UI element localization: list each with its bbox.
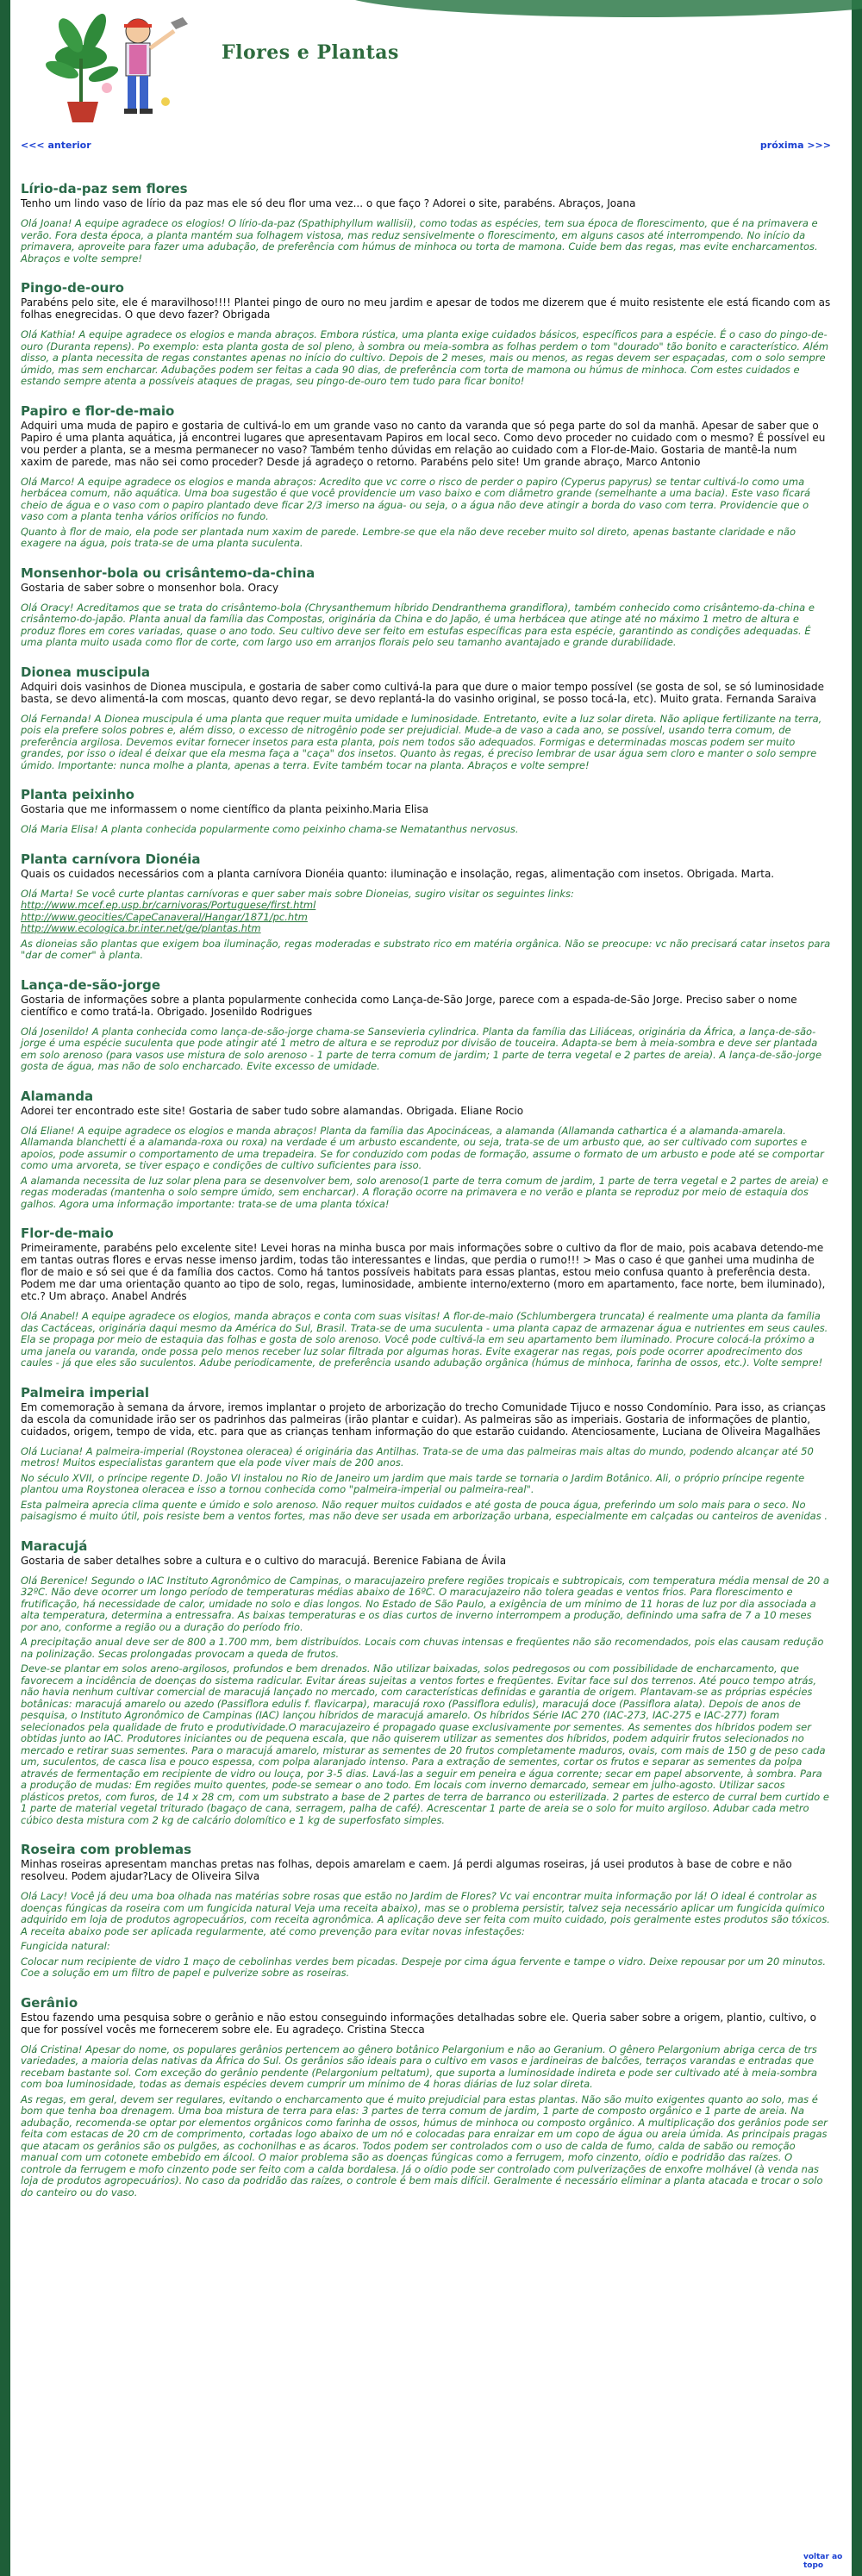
site-title: Flores e Plantas bbox=[222, 41, 399, 64]
team-answer: Olá Oracy! Acreditamos que se trata do crisântemo-bola (Chrysanthemum híbrido Dendranthema grandiflora), também conhecido como crisântemo-da-china e crisântemo-do-japão. Planta anual da família das Compostas, originária da China e do Japão, é uma herbácea que atinge até no máximo 1 metro de altura e produz flores em cores variadas, quase o ano todo. Seu cultivo deve ser feito em estufas específicas para esta espécie, garantindo as condições adequadas. É uma planta muito usada como flor de corte, com largo uso em arranjos florais pelo seu tamanho avantajado e grande durabilidade. bbox=[21, 601, 815, 648]
qa-entry bbox=[21, 403, 831, 550]
qa-entry bbox=[21, 1842, 831, 1980]
qa-entry bbox=[21, 787, 831, 836]
reader-question: Gostaria de saber detalhes sobre a cultura e o cultivo do maracujá. Berenice Fabiana de Ávila bbox=[21, 1554, 507, 1567]
team-answer-continued: No século XVII, o príncipe regente D. João VI instalou no Rio de Janeiro um jardim que mais tarde se tornaria o Jardim Botânico. Ali, o próprio príncipe regente plantou uma Roystonea oleracea e isso a tornou conhecida como "palmeira-imperial ou palmeira-real". bbox=[21, 1471, 805, 1495]
entry-title: Dionea muscipula bbox=[21, 664, 151, 680]
reader-question: Tenho um lindo vaso de lírio da paz mas ele só deu flor uma vez... o que faço ? Adorei o site, parabéns. Abraços, Joana bbox=[21, 197, 636, 209]
entry-title: Lança-de-são-jorge bbox=[21, 976, 161, 993]
team-answer: Olá Eliane! A equipe agradece os elogios e manda abraços! Planta da família das Apocináceas, a alamanda (Allamanda cathartica é a alamanda-amarela. Allamanda blanchetti é a alamanda-roxa ou roxa) na verdade é um arbusto escandente, ou seja, trata-se de um arbusto que, ao ser cultivado com suportes e apoios, pode assumir o comportamento de uma trepadeira. Se for conduzido com podas de formação, assume o formato de um arbusto e pode até se comportar como uma arvoreta, se tiver espaço e condições de cultivo suficientes para isso. bbox=[21, 1124, 824, 1171]
reader-question: Adquiri uma muda de papiro e gostaria de cultivá-lo em um grande vaso no canto da varanda que só pega parte do sol da manhã. Apesar de saber que o Papiro é uma planta aquática, já encontrei lugares que apresentavam Papiros em local seco. Como devo proceder no cuidado com o mesmo? É possível eu vou perder a planta, se a mesma permanecer no vaso? Também tenho dúvidas em relação ao cuidado com a Flor-de-Maio. Gostaria de mantê-la num xaxim de parede, mas não sei como proceder? Desde já agradeço o retorno. Parabéns pelo site! Um grande abraço, Marco Antonio bbox=[21, 419, 826, 468]
team-answer-continued: Colocar num recipiente de vidro 1 maço de cebolinhas verdes bem picadas. Despeje por cima água fervente e tampe o vidro. Deixe repousar por um 20 minutos. Coe a solução em um filtro de papel e pulverize sobre as roseiras. bbox=[21, 1955, 827, 1979]
reference-links bbox=[21, 900, 831, 935]
team-answer-continued: A precipitação anual deve ser de 800 a 1.700 mm, bem distribuídos. Locais com chuvas intensas e freqüentes não são recomendados, pois elas causam redução na polinização. Secas prolongadas provocam a queda de frutos. bbox=[21, 1636, 824, 1660]
entry-title: Monsenhor-bola ou crisântemo-da-china bbox=[21, 564, 315, 581]
team-answer: Olá Marco! A equipe agradece os elogios e manda abraços: Acredito que vc corre o risco de perder o papiro (Cyperus papyrus) se tentar cultivá-lo como uma herbácea comum, não aquática. Uma boa sugestão é que você providencie um vaso baixo e com diâmetro grande (semelhante a uma bacia). Este vaso ficará cheio de água e o vaso com o papiro plantado deve ficar 2/3 imerso na água- ou seja, o a água não deve atingir a borda do vaso com terra. Providencie que o vaso com a planta tenha vários orifícios no fundo. bbox=[21, 475, 811, 522]
qa-entry bbox=[21, 851, 831, 962]
team-answer-continued: Esta palmeira aprecia clima quente e úmido e solo arenoso. Não requer muitos cuidados e até gosta de pouca água, preferindo um solo mais para o seco. No paisagismo é muito útil, pois resiste bem a ventos fortes, mas não deve ser usada em arborização urbana, especialmente em calçadas ou canteiros de avenidas . bbox=[21, 1498, 828, 1522]
reader-question: Gostaria que me informassem o nome científico da planta peixinho.Maria Elisa bbox=[21, 803, 429, 815]
reader-question: Estou fazendo uma pesquisa sobre o gerânio e não estou conseguindo informações detalhadas sobre ele. Queria saber sobre a origem, plantio, cultivo, o que for possível vocês me fornecerem sobre ele. Eu agradeço. Cristina Stecca bbox=[21, 2011, 816, 2036]
reader-question: Em comemoração à semana da árvore, iremos implantar o projeto de arborização do trecho Comunidade Tijuco e nosso Condomínio. Para isso, as crianças da escola da comunidade irão ser os padrinhos das palmeiras (irão plantar e cuidar). As palmeiras são as imperiais. Gostaria de informações de plantio, cuidados, origem, tempo de vida, etc. para que as crianças tenham informação do que estarão cuidando. Atenciosamente, Luciana de Oliveira Magalhães bbox=[21, 1400, 826, 1438]
entry-title: Maracujá bbox=[21, 1537, 88, 1554]
reader-question: Parabéns pelo site, ele é maravilhoso!!!! Plantei pingo de ouro no meu jardim e apesar de todos me dizerem que é muito resistente ele está ficando com as folhas enegrecidas. O que devo fazer? Obrigada bbox=[21, 296, 831, 321]
qa-entry bbox=[21, 1226, 831, 1369]
reader-question: Minhas roseiras apresentam manchas pretas nas folhas, depois amarelam e caem. Já perdi algumas roseiras, já usei produtos à base de cobre e não resolveu. Podem ajudar?Lacy de Oliveira Silva bbox=[21, 1858, 792, 1882]
entry-title: Alamanda bbox=[21, 1088, 94, 1104]
team-answer: Olá Anabel! A equipe agradece os elogios, manda abraços e conta com suas visitas! A flor-de-maio (Schlumbergera truncata) é realmente uma planta da família das Cactáceas, originária daqui mesmo da América do Sul, Brasil. Trata-se de uma suculenta - uma planta capaz de armazenar água e nutrientes em seus caules. Ela se propaga por meio de estaquia das folhas e gosta de solo arenoso. Você pode cultivá-la em seu apartamento bem iluminado. Procure colocá-la próximo a uma janela ou varanda, onde possa pelo menos receber luz solar filtrada por algumas horas. Evite exagerar nas regas, pois pode ocorrer apodrecimento dos caules - já que eles são suculentos. Adube periodicamente, de preferência usando adubação orgânica (húmus de minhoca, farinha de ossos, etc.). Volte sempre! bbox=[21, 1310, 828, 1369]
back-to-top-link[interactable]: voltar ao topo bbox=[803, 2553, 843, 2570]
qa-entry bbox=[21, 1088, 831, 1211]
team-answer: Olá Josenildo! A planta conhecida como lança-de-são-jorge chama-se Sansevieria cylindrica. Planta da família das Liliáceas, originária da África, a lança-de-são-jorge é uma espécie suculenta que pode atingir até 1 metro de altura e se reproduz por divisão de touceira. Adapta-se bem à meia-sombra e deve ser plantada em solo arenoso (para vasos use mistura de solo arenoso - 1 parte de terra comum de jardim; 1 parte de terra vegetal e 2 partes de areia). A lança-de-são-jorge gosta de água, mas não de solo encharcado. Evite excesso de umidade. bbox=[21, 1025, 822, 1072]
entry-title: Planta peixinho bbox=[21, 787, 134, 802]
team-answer-continued: As dioneias são plantas que exigem boa iluminação, regas moderadas e substrato rico em matéria orgânica. Não se preocupe: vc não precisará catar insetos para "dar de comer" à planta. bbox=[21, 937, 831, 961]
team-answer: Olá Cristina! Apesar do nome, os populares gerânios pertencem ao gênero botânico Pelargonium e não ao Geranium. O gênero Pelargonium abriga cerca de trs variedades, a maioria delas nativas da África do Sul. Os gerânios são ideais para o cultivo em vasos e jardineiras de balcões, terraços varandas e entradas que recebam bastante sol. Com exceção do gerânio pendente (Pelargonium peltatum), que suporta a luminosidade indireta e pode ser cultivado até à meia-sombra com boa luminosidade, todas as demais espécies devem cumprir um mínimo de 4 horas diárias de luz solar direta. bbox=[21, 2043, 818, 2090]
entry-title: Palmeira imperial bbox=[21, 1384, 150, 1400]
qa-entry bbox=[21, 181, 831, 265]
team-answer: Olá Berenice! Segundo o IAC Instituto Agronômico de Campinas, o maracujazeiro prefere regiões tropicais e subtropicais, com temperatura média mensal de 20 a 32ºC. Não deve ocorrer um longo período de temperaturas médias abaixo de 16ºC. O maracujazeiro não tolera geadas e ventos frios. Para florescimento e frutificação, há necessidade de calor, umidade no solo e dias longos. No Estado de São Paulo, a exigência de um mínimo de 11 horas de luz por dia associada a alta temperatura, determina a entressafra. As baixas temperaturas e os dias curtos de inverno interrompem a produção, definindo uma safra de 7 a 10 meses por ano, conforme a região ou a duração do período frio. bbox=[21, 1574, 829, 1633]
entry-title: Papiro e flor-de-maio bbox=[21, 402, 175, 419]
reference-link[interactable]: http://www.ecologica.br.inter.net/ge/plantas.htm bbox=[21, 922, 261, 934]
qa-entry bbox=[21, 565, 831, 649]
qa-entry bbox=[21, 280, 831, 388]
team-answer: Olá Joana! A equipe agradece os elogios! O lírio-da-paz (Spathiphyllum wallisii), como todas as espécies, tem sua época de florescimento, que é na primavera e verão. Fora desta época, a planta mantém sua folhagem vistosa, mas reduz sensivelmente o florescimento, em alguns casos até interrompendo. No início da primavera, aproveite para fazer uma adubação, de preferência com húmus de minhoca ou torta de mamona. Cuide bem das regas, mas evite encharcamentos. Abraços e volte sempre! bbox=[21, 217, 818, 265]
team-answer-continued: As regas, em geral, devem ser regulares, evitando o encharcamento que é muito prejudicial para estas plantas. Não são muito exigentes quanto ao solo, mas é bom que tenha boa drenagem. Uma boa mistura de terra para elas: 3 partes de terra comum de jardim, 1 parte de composto orgânico e 1 parte de areia. Na adubação, recomenda-se optar por elementos orgânicos como farinha de ossos, húmus de minhoca ou composto orgânico. A multiplicação dos gerânios pode ser feita com estacas de 20 cm de comprimento, cortadas logo abaixo de um nó e colocadas para enraizar em um copo de água ou areia úmida. As principais pragas que atacam os gerânios são os pulgões, as cochonilhas e as ácaros. Todos podem ser controlados com o uso de calda de fumo, calda de sabão ou remoção manual com um cotonete embebido em álcool. O maior problema são as doenças fúngicas como a ferrugem, mofo cinzento, oídio e podridão das raízes. O controle da ferrugem e mofo cinzento pode ser feito com a calda bordalesa. Já o oídio pode ser controlado com pulverizações de enxofre molhável (à venda nas loja de produtos agropecuários). No caso da podridão das raízes, o controle é bem mais difícil. Geralmente é necessário eliminar a planta atacada e trocar o solo do canteiro ou do vaso. bbox=[21, 2093, 828, 2199]
entry-title: Roseira com problemas bbox=[21, 1842, 192, 1857]
reader-question: Adorei ter encontrado este site! Gostaria de saber tudo sobre alamandas. Obrigada. Eliane Rocio bbox=[21, 1104, 524, 1117]
team-answer: Olá Fernanda! A Dionea muscipula é uma planta que requer muita umidade e luminosidade. Entretanto, evite a luz solar direta. Não aplique fertilizante na terra, pois ela prefere solos pobres e, além disso, o excesso de nitrogênio pode ser prejudicial. Mude-a de vaso a cada ano, se possível, usando terra comum, de preferência argilosa. Devemos evitar fornecer insetos para esta planta, pois nem todos são adequados. Formigas e determinadas moscas podem ser muito grandes, por isso o ideal é deixar que ela mesma faça a "caça" dos insetos. Quanto às regas, é preciso lembrar de usar água sem cloro e manter o solo sempre úmido. Importante: nunca molhe a planta, apenas a terra. Evite também tocar na planta. Abraços e volte sempre! bbox=[21, 712, 822, 771]
qa-entry bbox=[21, 1385, 831, 1523]
qa-entry bbox=[21, 1995, 831, 2199]
reference-link[interactable]: http://www.geocities/CapeCanaveral/Hangar/1871/pc.htm bbox=[21, 910, 308, 923]
team-answer: Olá Luciana! A palmeira-imperial (Roystonea oleracea) é originária das Antilhas. Trata-se de uma das palmeiras mais altas do mundo, podendo alcançar até 50 metros! Muitos especialistas garantem que ela pode viver mais de 200 anos. bbox=[21, 1444, 814, 1469]
qa-entry bbox=[21, 664, 831, 772]
team-answer: Olá Maria Elisa! A planta conhecida popularmente como peixinho chama-se Nematanthus nervosus. bbox=[21, 823, 519, 835]
qa-entry bbox=[21, 1538, 831, 1827]
entry-title: Flor-de-maio bbox=[21, 1226, 114, 1241]
reference-link[interactable]: http://www.mcef.ep.usp.br/carnivoras/Portuguese/first.html bbox=[21, 899, 316, 911]
next-page-link[interactable]: próxima >>> bbox=[759, 140, 831, 151]
reader-question: Primeiramente, parabéns pelo excelente site! Levei horas na minha busca por mais informações sobre o cultivo da flor de maio, pois acabava detendo-me em tantas outras flores e ervas nesse imenso jardim, todas tão interessantes e lindas, que perdia o rumo!!! > Mas o caso é que ganhei uma mudinha de flor de maio e só sei que é da família dos cactos. Como há tantos possíveis habitats para essas plantas, estou meio confusa quanto à preferência desta. Podem me dar uma orientação quanto ao tipo de solo, regas, luminosidade, ambiente interno/externo (moro em apartamento, face norte, bem iluminado), etc.? Um abraço. Anabel Andrés bbox=[21, 1242, 826, 1302]
team-answer-continued: Fungicida natural: bbox=[21, 1940, 110, 1952]
team-answer-continued: Deve-se plantar em solos areno-argilosos, profundos e bem drenados. Não utilizar baixadas, solos pedregosos ou com possibilidade de encharcamento, que favorecem a incidência de doenças do sistema radicular. Evitar áreas sujeitas a ventos fortes e freqüentes. Evitar face sul dos terrenos. Até pouco tempo atrás, não havia nenhum cultivar comercial de maracujá lançado no mercado, com características definidas e garantia de origem. Plantavam-se as próprias espécies botânicas: maracujá amarelo ou azedo (Passiflora edulis f. flavicarpa), maracujá roxo (Passiflora edulis), maracujá doce (Passiflora alata). Depois de anos de pesquisa, o Instituto Agronômico de Campinas (IAC) lançou híbridos de maracujá amarelo. Os híbridos Série IAC 270 (IAC-273, IAC-275 e IAC-277) foram selecionados pela qualidade de fruto e produtividade.O maracujazeiro é propagado quase exclusivamente por sementes. As sementes dos híbridos podem ser obtidas junto ao IAC. Produtores iniciantes ou de pequena escala, que não quiserem utilizar as sementes dos híbridos, podem adquirir frutos selecionados no mercado e retirar suas sementes. Para o maracujá amarelo, misturar as sementes de 20 frutos completamente maduros, ovais, com mais de 150 g de peso cada um, suculentos, de casca lisa e pouco espessa, com polpa alaranjado intenso. Para a extração de sementes, cortar os frutos e separar as sementes da polpa através de fermentação em recipiente de vidro ou louça, por 3-5 dias. Lavá-las a seguir em peneira e água corrente; secar em papel absorvente, à sombra. Para a produção de mudas: Em regiões muito quentes, pode-se semear o ano todo. Em locais com inverno demarcado, semear em julho-agosto. Utilizar sacos plásticos pretos, com furos, de 14 x 28 cm, com um substrato a base de 2 partes de terra de barranco ou esterilizada. 2 partes de esterco de curral bem curtido e 1 parte de material vegetal triturado (bagaço de cana, serragem, palha de café). Acrescentar 1 parte de areia se o solo for muito argiloso. Adubar cada metro cúbico desta mistura com 2 kg de calcário dolomítico e 1 kg de superfosfato simples. bbox=[21, 1662, 829, 1826]
gardener-mascot-logo bbox=[36, 5, 209, 126]
content-sheet bbox=[10, 0, 852, 2576]
team-answer: Olá Kathia! A equipe agradece os elogios e manda abraços. Embora rústica, uma planta exige cuidados básicos, específicos para a espécie. É o caso do pingo-de-ouro (Duranta repens). Po exemplo: esta planta gosta de sol pleno, à sombra ou meia-sombra as folhas perdem o tom "dourado" tão bonito e característico. Além disso, a planta necessita de regas constantes apenas no início do cultivo. Depois de 2 meses, mais ou menos, as regas devem ser espaçadas, com o solo sempre úmido, mas sem encharcar. Adubações podem ser feitas a cada 90 dias, de preferência com torta de mamona ou húmus de minhoca. Com estes cuidados e estando sempre atenta a possíveis ataques de pragas, seu pingo-de-ouro tem tudo para ficar bonito! bbox=[21, 328, 829, 387]
reader-question: Quais os cuidados necessários com a planta carnívora Dionéia quanto: iluminação e insolação, regas, alimentação com insetos. Obrigada. Marta. bbox=[21, 867, 775, 880]
reader-question: Adquiri dois vasinhos de Dionea muscipula, e gostaria de saber como cultivá-la para que dure o maior tempo possível (se gosta de sol, se só luminosidade basta, se devo alimentá-la com moscas, quanto devo regar, se devo replantá-la do vasinho original, se posso tocá-la, etc). Muito grata. Fernanda Saraiva bbox=[21, 680, 824, 705]
entry-title: Planta carnívora Dionéia bbox=[21, 851, 201, 867]
site-banner bbox=[10, 0, 852, 129]
reader-question: Gostaria de saber sobre o monsenhor bola. Oracy bbox=[21, 581, 279, 594]
team-answer: Olá Lacy! Você já deu uma boa olhada nas matérias sobre rosas que estão no Jardim de Flores? Vc vai encontrar muita informação por lá! O ideal é controlar as doenças fúngicas da roseira com um fungicida natural Veja uma receita abaixo), mas se o problema persistir, talvez seja necessário aplicar um fungicida químico adquirido em loja de produtos agropecuários, com receita agronômica. A aplicação deve ser feita com muito cuidado, pois geralmente estes produtos são tóxicos. A receita abaixo pode ser aplicada regularmente, até como prevenção para evitar novas infestações: bbox=[21, 1890, 830, 1937]
entry-title: Pingo-de-ouro bbox=[21, 280, 124, 296]
reader-question: Gostaria de informações sobre a planta popularmente conhecida como Lança-de-São Jorge, parece com a espada-de-São Jorge. Preciso saber o nome científico e como tratá-la. Obrigado. Josenildo Rodrigues bbox=[21, 993, 797, 1018]
qa-list bbox=[21, 181, 831, 2214]
entry-title: Lírio-da-paz sem flores bbox=[21, 181, 188, 196]
previous-page-link[interactable]: <<< anterior bbox=[21, 140, 91, 151]
team-answer-continued: Quanto à flor de maio, ela pode ser plantada num xaxim de parede. Lembre-se que ela não deve receber muito sol direto, apenas bastante claridade e não exagere na água, pois trata-se de uma planta suculenta. bbox=[21, 525, 796, 549]
entry-title: Gerânio bbox=[21, 1994, 78, 2011]
team-answer-continued: A alamanda necessita de luz solar plena para se desenvolver bem, solo arenoso(1 parte de terra comum de jardim, 1 parte de terra vegetal e 2 partes de areia) e regas moderadas (mantenha o solo sempre úmido, sem encharcar). A floração ocorre na primavera e no verão e planta se reproduz por meio de estaquia dos galhos. Agora uma informação importante: trata-se de uma planta tóxica! bbox=[21, 1174, 828, 1210]
qa-entry bbox=[21, 977, 831, 1073]
banner-swoosh bbox=[338, 0, 862, 17]
team-answer: Olá Marta! Se você curte plantas carnívoras e quer saber mais sobre Dioneias, sugiro visitar os seguintes links: bbox=[21, 887, 574, 900]
